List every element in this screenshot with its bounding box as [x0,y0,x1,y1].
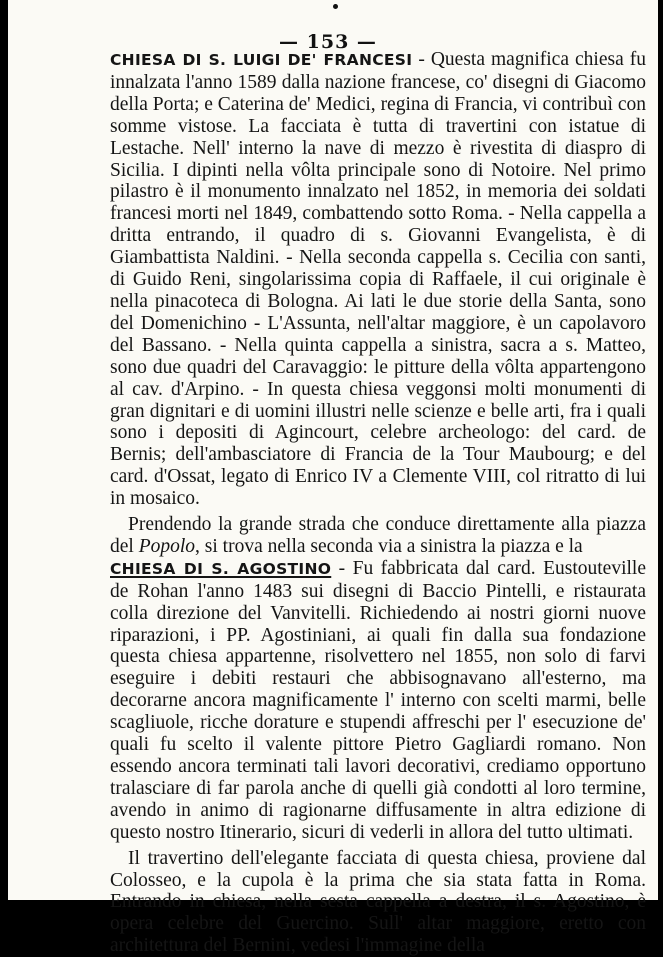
page-body [110,49,646,957]
heading-sant-agostino: CHIESA DI S. AGOSTINO [110,559,332,578]
heading-san-luigi: CHIESA DI S. LUIGI DE' FRANCESI [110,51,413,69]
paragraph-sant-agostino [110,558,646,844]
text-sant-agostino: - Fu fabbricata dal card. Eustouteville de Rohan l'anno 1483 sui disegni di Baccio Pintelli, e ristaurata colla direzione del Vanvitelli. Richiedendo ai nostri giorni nuove riparazioni, i PP. Agostiniani, ai quali fin dalla sua fondazione questa chiesa appartenne, risolvettero nel 1855, non solo di farvi eseguire i debiti restauri che abbisognavano all'esterno, ma decorarne ancora magnificamente l' interno con scelti marmi, belle scagliuole, ricche dorature e stupendi affreschi per l' esecuzione de' quali fu scelto il valente pittore Pietro Gagliardi romano. Non essendo ancora terminati tali lavori decorativi, crediamo opportuno tralasciare di far parola anche di quelli già condotti al loro termine, avendo in animo di ragionarne diffusamente in altra edizione di questo nostro Itinerario, sicuri di vederli in allora del tutto ultimati. [110,557,646,843]
text-san-luigi: - Questa magnifica chiesa fu innalzata l'anno 1589 dalla nazione francese, co' disegni di Giacomo della Porta; e Caterina de' Medici, regina di Francia, vi contribuì con somme vistose. La facciata è tutta di travertini con istatue di Lestache. Nell' interno la nave di mezzo è rivestita di diaspro di Sicilia. I dipinti nella vôlta principale sono di Notoire. Nel primo pilastro è il monumento innalzato nel 1852, in memoria dei soldati francesi morti nel 1849, combattendo sotto Roma. - Nella cappella a dritta entrando, il quadro di s. Giovanni Evangelista, è di Giambattista Naldini. - Nella seconda cappella s. Cecilia con santi, di Guido Reni, singolarissima copia di Raffaele, il cui originale è nella pinacoteca di Bologna. Ai lati le due storie della Santa, sono del Domenichino - L'Assunta, nell'altar maggiore, è un capolavoro del Bassano. - Nella quinta cappella a sinistra, sacra a s. Matteo, sono due quadri del Caravaggio: le pitture della vôlta appartengono al cav. d'Arpino. - In questa chiesa veggonsi molti monumenti di gran dignitari e di uomini illustri nelle scienze e belle arti, fra i quali sono i depositi di Agincourt, celebre archeologo: del card. de Bernis; dell'ambasciatore di Francia de la Tour Maubourg; e del card. d'Ossat, legato di Enrico IV a Clemente VIII, col ritratto di lui in mosaico. [110,49,646,510]
ink-dot [333,4,338,9]
page-number: — 153 — [279,31,377,53]
text-directions-post: , si trova nella seconda via a sinistra la piazza e la [195,535,583,557]
book-page [8,0,658,957]
paragraph-travertino [110,848,646,957]
paragraph-directions [110,514,646,558]
text-directions-italic: Popolo [138,535,196,557]
text-directions-pre: Prendendo la grande strada che conduce direttamente alla piazza del [110,514,646,557]
text-travertino: Il travertino dell'elegante facciata di questa chiesa, proviene dal Colosseo, e la cupola è la prima che sia stata fatta in Roma. Entrando in chiesa, nella sesta cappella a destra, il s. Agostino, è opera celebre del Guercino. Sull' altar maggiore, eretto con architettura del Bernini, vedesi l'immagine della [110,847,646,957]
paragraph-san-luigi [110,49,646,510]
